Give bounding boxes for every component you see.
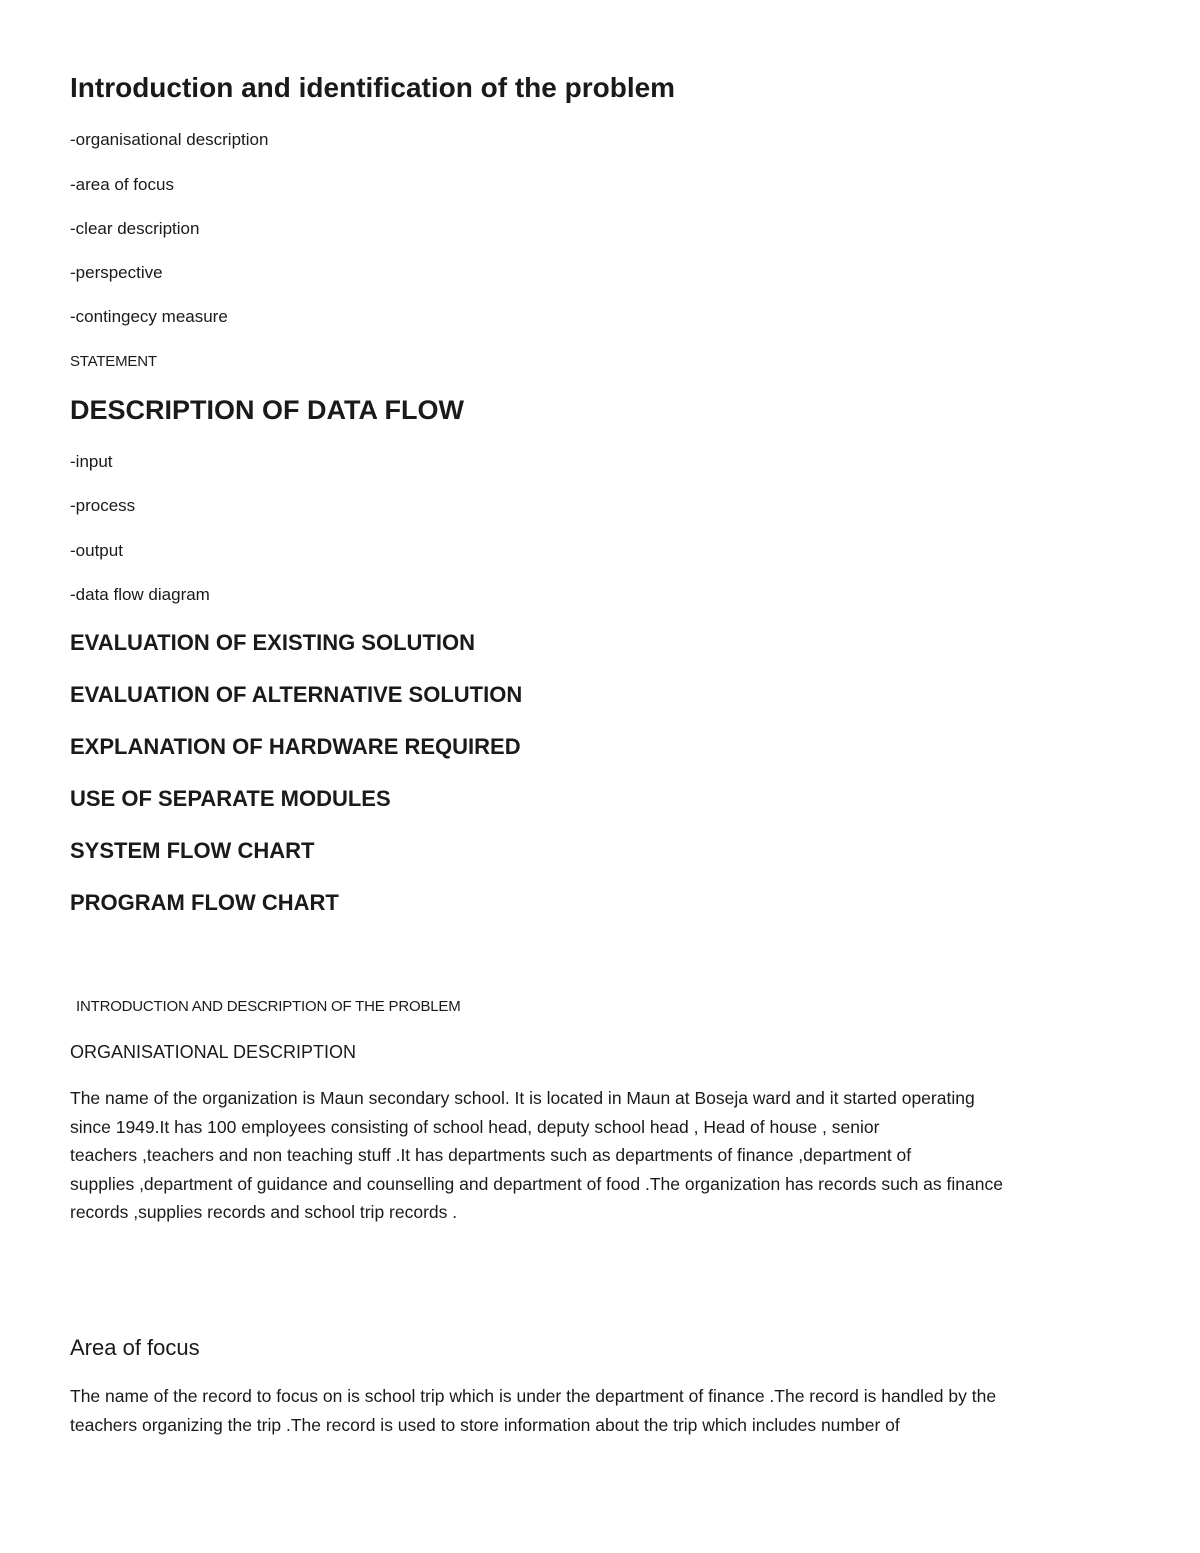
org-heading: ORGANISATIONAL DESCRIPTION	[70, 1042, 357, 1062]
section-heading: EXPLANATION OF HARDWARE REQUIRED	[70, 734, 521, 759]
paragraph-line: supplies ,department of guidance and counselling and department of food .The organization has records such as finance	[70, 1173, 1003, 1194]
paragraph-line: teachers organizing the trip .The record is used to store information about the trip which includes number of	[70, 1414, 900, 1435]
outline-title: Introduction and identification of the problem	[70, 72, 676, 103]
section-heading: USE OF SEPARATE MODULES	[70, 786, 391, 811]
section-heading: PROGRAM FLOW CHART	[70, 890, 339, 915]
outline-item: -area of focus	[70, 175, 174, 194]
section-heading: SYSTEM FLOW CHART	[70, 838, 315, 863]
paragraph-line: The name of the organization is Maun secondary school. It is located in Maun at Boseja ward and it started operating	[70, 1088, 975, 1108]
outline-item: -clear description	[70, 219, 200, 238]
paragraph-line: The name of the record to focus on is school trip which is under the department of finance .The record is handled by the	[70, 1386, 997, 1406]
section-heading: EVALUATION OF ALTERNATIVE SOLUTION	[70, 682, 523, 707]
outline-item: -perspective	[70, 263, 163, 282]
dataflow-item: -data flow diagram	[70, 585, 210, 604]
dataflow-item: -process	[70, 496, 136, 515]
org-paragraph	[70, 1084, 1130, 1227]
focus-paragraph	[70, 1382, 1130, 1439]
dataflow-item: -output	[70, 541, 123, 560]
section-heading: EVALUATION OF EXISTING SOLUTION	[70, 630, 475, 655]
intro-heading: INTRODUCTION AND DESCRIPTION OF THE PROBLEM	[76, 998, 461, 1015]
outline-item: -organisational description	[70, 130, 269, 149]
dataflow-heading: DESCRIPTION OF DATA FLOW	[70, 395, 464, 425]
paragraph-line: records ,supplies records and school trip records .	[70, 1202, 458, 1222]
focus-heading: Area of focus	[70, 1335, 200, 1360]
paragraph-line: teachers ,teachers and non teaching stuff .It has departments such as departments of finance ,department of	[70, 1145, 912, 1165]
statement-label: STATEMENT	[70, 353, 157, 370]
paragraph-line: since 1949.It has 100 employees consisting of school head, deputy school head , Head of house , senior	[70, 1116, 880, 1137]
dataflow-item: -input	[70, 452, 113, 471]
outline-item: -contingecy measure	[70, 307, 228, 326]
